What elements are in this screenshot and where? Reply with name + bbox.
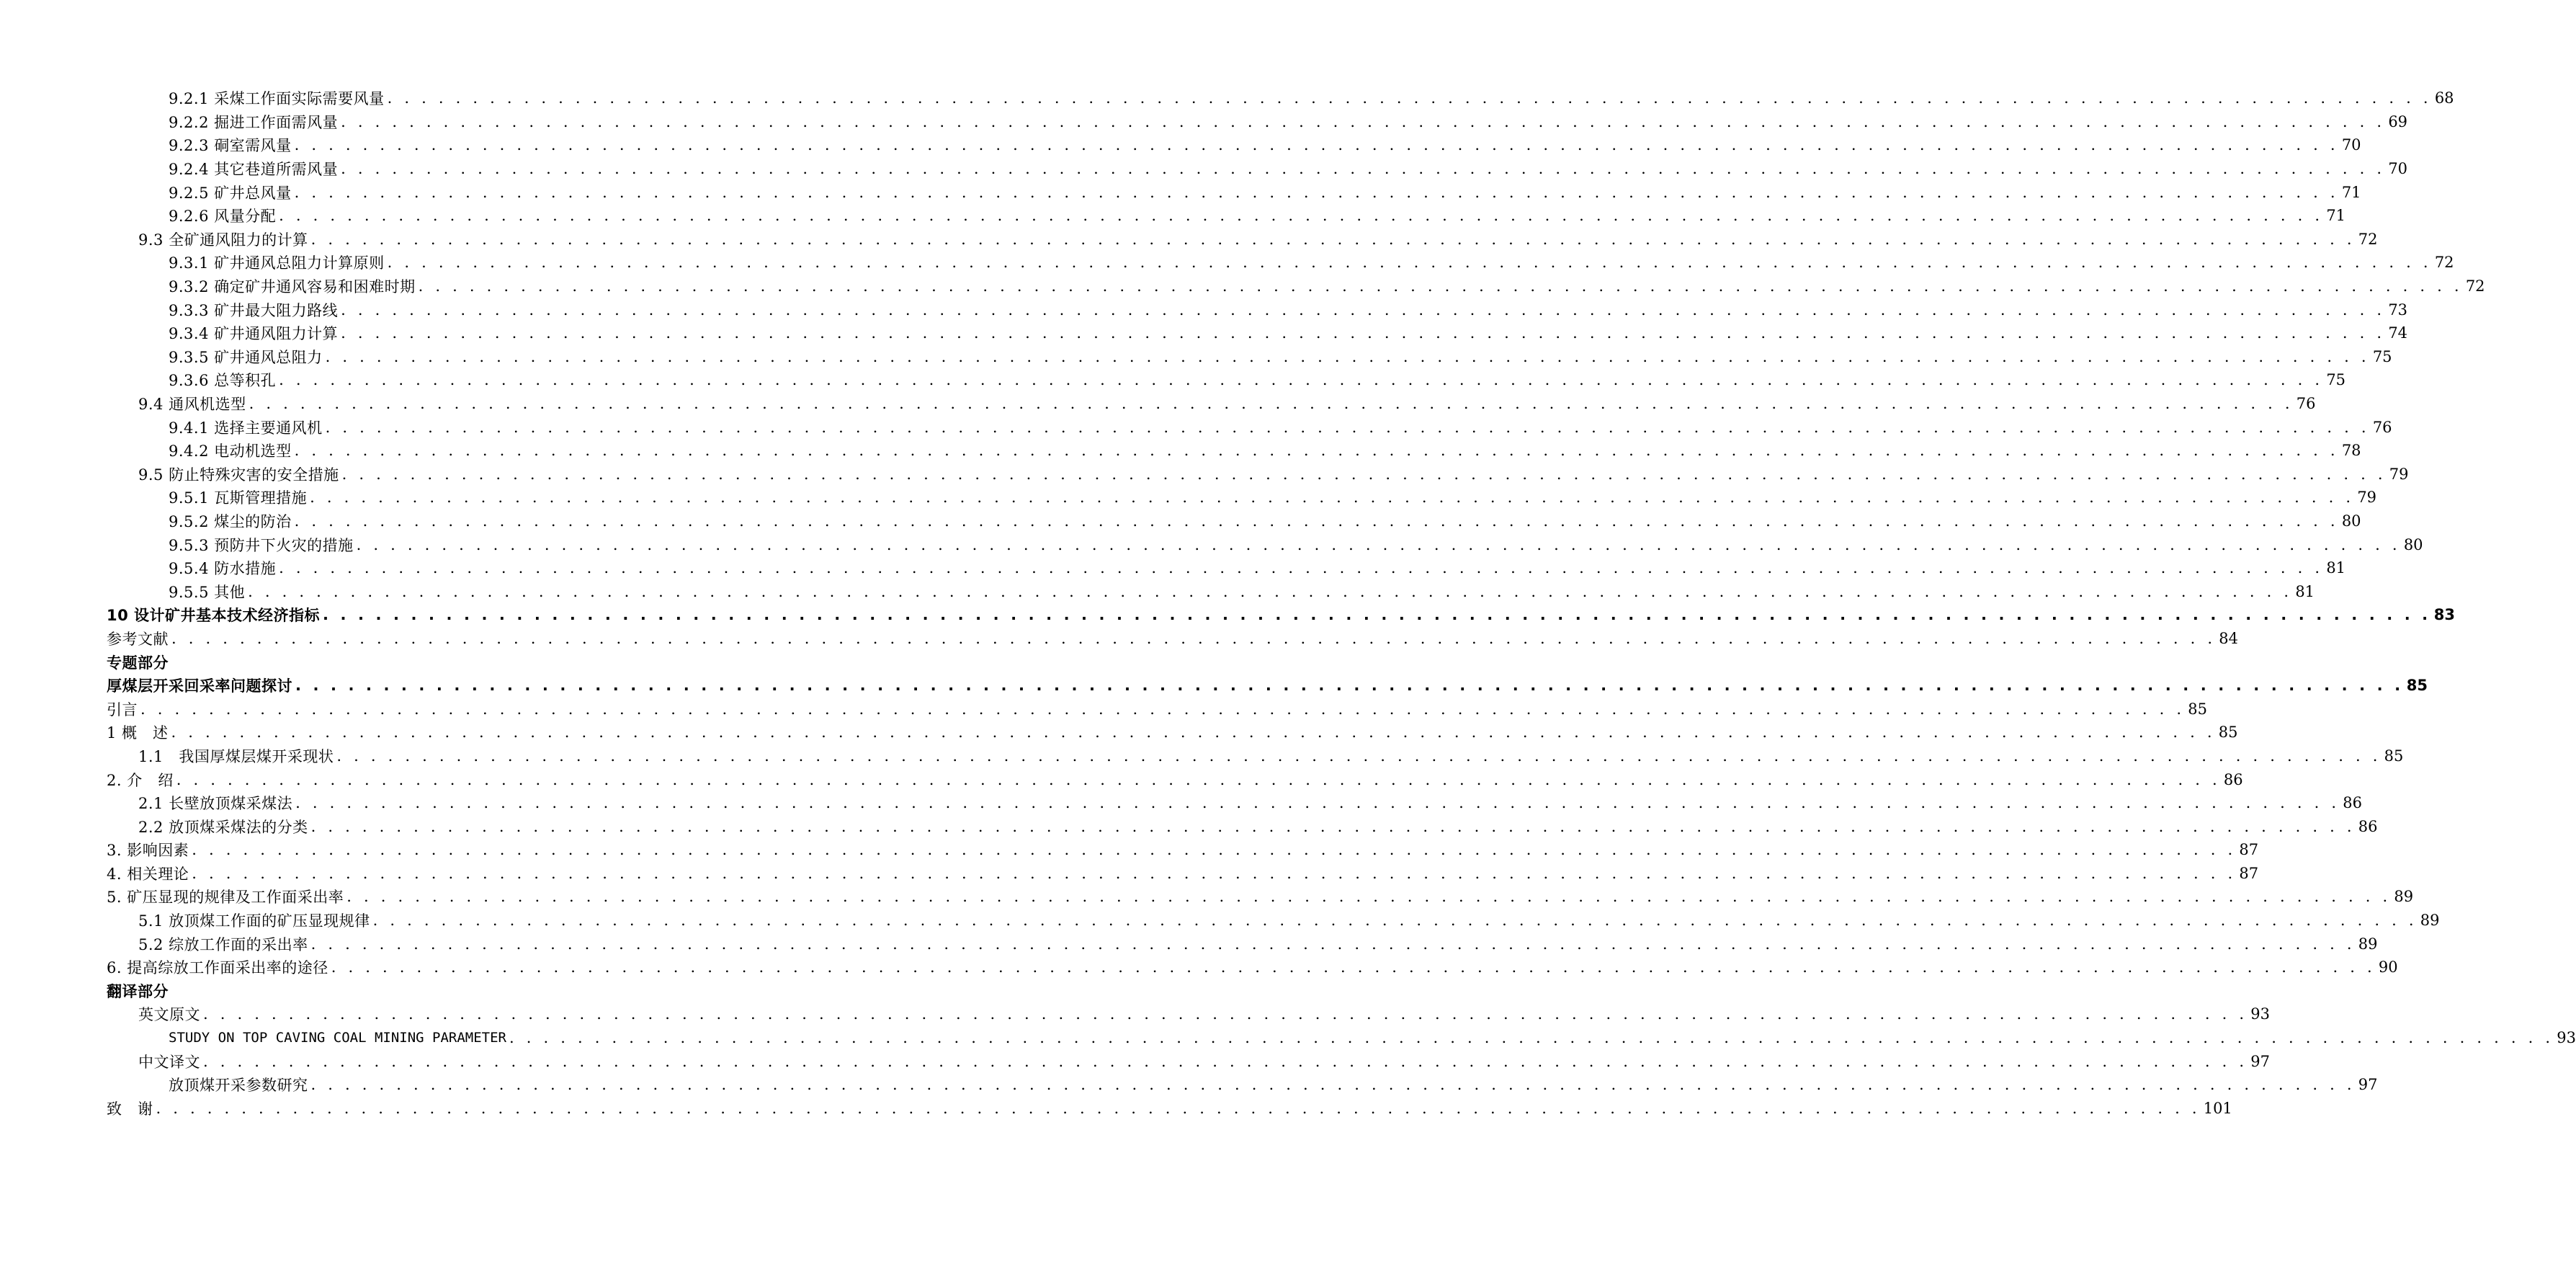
dot-leader: . . . . . . . . . . . . . . . . . . . . . . . . . . . . . . . . . . . . . . . . . . . . . . . . . . . . . . . . . . . . . . . . . . . . . . . . . . . . . . . . . . . . . . . . . . . . . . . . . . . . . . . . . . . . . . . . . . . . . . . . [346, 888, 2392, 906]
dot-leader: . . . . . . . . . . . . . . . . . . . . . . . . . . . . . . . . . . . . . . . . . . . . . . . . . . . . . . . . . . . . . . . . . . . . . . . . . . . . . . . . . . . . . . . . . . . . . . . . . . . . . . . . . . . . . . . . . . . . . . . . [310, 935, 2356, 953]
toc-entry[interactable] [107, 721, 2238, 744]
dot-leader: . . . . . . . . . . . . . . . . . . . . . . . . . . . . . . . . . . . . . . . . . . . . . . . . . . . . . . . . . . . . . . . . . . . . . . . . . . . . . . . . . . . . . . . . . . . . . . . . . . . . . . . . . . . . . . . . . . . . . . . . [294, 512, 2339, 530]
dot-leader: . . . . . . . . . . . . . . . . . . . . . . . . . . . . . . . . . . . . . . . . . . . . . . . . . . . . . . . . . . . . . . . . . . . . . . . . . . . . . . . . . . . . . . . . . . . . . . . . . . . . . . . . . . . . . . . . . . . . . . . . [156, 1099, 2201, 1117]
toc-entry[interactable] [107, 463, 2409, 486]
dot-leader: . . . . . . . . . . . . . . . . . . . . . . . . . . . . . . . . . . . . . . . . . . . . . . . . . . . . . . . . . . . . . . . . . . . . . . . . . . . . . . . . . . . . . . . . . . . . . . . . . . . . . . . . . . . . . . . . . . . . . . . . [279, 207, 2324, 225]
toc-entry-page-number: 75 [2372, 347, 2392, 365]
toc-entry-page-number: 78 [2341, 442, 2361, 460]
toc-entry[interactable] [107, 838, 2259, 862]
toc-entry-page-number: 70 [2341, 136, 2361, 154]
dot-leader: . . . . . . . . . . . . . . . . . . . . . . . . . . . . . . . . . . . . . . . . . . . . . . . . . . . . . . . . . . . . . . . . . . . . . . . . . . . . . . . . . . . . . . . . . . . . . . . . . . . . . . . . . . . . . . . . . . . . . . . . [341, 112, 2386, 130]
toc-entry-page-number: 72 [2358, 230, 2378, 248]
toc-entry-label: 引言 [107, 700, 138, 718]
toc-entry-page-number: 89 [2394, 888, 2414, 906]
toc-entry[interactable] [107, 885, 2414, 909]
toc-entry[interactable] [107, 368, 2346, 392]
toc-entry-label: 9.5 防止特殊灾害的安全措施 [138, 466, 339, 484]
toc-entry[interactable] [107, 415, 2392, 439]
toc-entry-page-number: 74 [2388, 324, 2408, 342]
toc-entry-label: 3. 影响因素 [107, 842, 189, 860]
toc-entry-page-number: 71 [2341, 183, 2361, 201]
toc-entry-label: 9.2.3 硐室需风量 [169, 137, 292, 155]
toc-entry-page-number: 71 [2326, 207, 2346, 225]
toc-entry[interactable] [107, 486, 2377, 509]
dot-leader: . . . . . . . . . . . . . . . . . . . . . . . . . . . . . . . . . . . . . . . . . . . . . . . . . . . . . . . . . . . . . . . . . . . . . . . . . . . . . . . . . . . . . . . . . . . . . . . . . . . . . . . . . . . . . . . . . . . . . . . . [279, 559, 2324, 577]
toc-entry-page-number: 85 [2188, 700, 2207, 718]
toc-entry-label: 9.3.6 总等积孔 [169, 372, 277, 390]
toc-entry-label: 9.2.4 其它巷道所需风量 [169, 161, 339, 179]
toc-entry[interactable] [107, 1049, 2270, 1073]
dot-leader: . . . . . . . . . . . . . . . . . . . . . . . . . . . . . . . . . . . . . . . . . . . . . . . . . . . . . . . . . . . . . . . . . . . . . . . . . . . . . . . . . . . . . . . . . . . . . . . . . . . . . . . . . . . . . . . . . . . . . . . . [294, 442, 2339, 460]
toc-entry[interactable] [107, 439, 2361, 463]
toc-entry[interactable] [107, 791, 2363, 815]
toc-entry[interactable] [107, 1002, 2270, 1026]
toc-entry-label: 9.5.1 瓦斯管理措施 [169, 489, 308, 507]
toc-entry[interactable] [107, 533, 2423, 556]
toc-entry-page-number: 84 [2219, 629, 2238, 647]
toc-entry[interactable] [107, 956, 2398, 979]
dot-leader: . . . . . . . . . . . . . . . . . . . . . . . . . . . . . . . . . . . . . . . . . . . . . . . . . . . . . . . . . . . . . . . . . . . . . . . . . . . . . . . . . . . . . . . . . . . . . . . . . . . . . . . . . . . . . . . . . . . . . . . . [248, 582, 2293, 600]
toc-entry-label: 参考文献 [107, 630, 169, 648]
toc-entry-page-number: 97 [2250, 1052, 2270, 1070]
dot-leader: . . . . . . . . . . . . . . . . . . . . . . . . . . . . . . . . . . . . . . . . . . . . . . . . . . . . . . . . . . . . . . . . . . . . . . . . . . . . . . . . . . . . . . . . . . . . . . . . . . . . . . . . . . . . . . . . . . . . . . . . [279, 371, 2324, 389]
table-of-contents [107, 86, 2576, 1120]
toc-entry-label: 英文原文 [138, 1006, 200, 1024]
toc-entry[interactable] [107, 345, 2392, 369]
dot-leader: . . . . . . . . . . . . . . . . . . . . . . . . . . . . . . . . . . . . . . . . . . . . . . . . . . . . . . . . . . . . . . . . . . . . . . . . . . . . . . . . . . . . . . . . . . . . . . . . . . . . . . . . . . . . . . . . . . . . . . . . [387, 254, 2432, 272]
toc-entry-label: 2.2 放顶煤采煤法的分类 [138, 818, 308, 836]
toc-entry-label: 9.3.3 矿井最大阻力路线 [169, 301, 339, 319]
toc-entry-page-number: 72 [2465, 277, 2485, 295]
toc-entry-page-number: 76 [2372, 418, 2392, 436]
toc-entry-page-number: 85 [2218, 724, 2238, 742]
toc-entry-page-number: 87 [2239, 841, 2259, 859]
toc-entry-page-number: 70 [2388, 160, 2408, 178]
dot-leader: . . . . . . . . . . . . . . . . . . . . . . . . . . . . . . . . . . . . . . . . . . . . . . . . . . . . . . . . . . . . . . . . . . . . . . . . . . . . . . . . . . . . . . . . . . . . . . . . . . . . . . . . . . . . . . . . . . . . . . . . [310, 1076, 2356, 1094]
toc-entry-page-number: 86 [2358, 817, 2378, 835]
toc-entry[interactable] [107, 862, 2259, 886]
section-heading [107, 650, 804, 674]
dot-leader: . . . . . . . . . . . . . . . . . . . . . . . . . . . . . . . . . . . . . . . . . . . . . . . . . . . . . . . . . . . . . . . . . . . . . . . . . . . . . . . . . . . . . . . . . . . . . . . . . . . . . . . . . . . . . . . . . . . . . . . . [140, 700, 2186, 718]
toc-entry-label: 专题部分 [107, 654, 169, 672]
toc-entry-label: 9.3.5 矿井通风总阻力 [169, 348, 323, 366]
toc-entry[interactable] [107, 110, 2408, 134]
toc-entry-label: 9.4.1 选择主要通风机 [169, 419, 323, 437]
toc-entry[interactable] [107, 767, 2243, 791]
toc-entry-page-number: 81 [2326, 559, 2346, 577]
toc-entry-label: 5. 矿压显现的规律及工作面采出率 [107, 889, 344, 907]
dot-leader: . . . . . . . . . . . . . . . . . . . . . . . . . . . . . . . . . . . . . . . . . . . . . . . . . . . . . . . . . . . . . . . . . . . . . . . . . . . . . . . . . . . . . . . . . . . . . . . . . . . . . . . . . . . . . . . . . . . . . . . . [249, 395, 2294, 413]
toc-entry[interactable] [107, 674, 2428, 698]
toc-entry-label: 5.2 综放工作面的采出率 [138, 935, 308, 953]
toc-entry[interactable] [107, 579, 2315, 603]
toc-entry[interactable] [107, 744, 2404, 768]
toc-entry-label: STUDY ON TOP CAVING COAL MINING PARAMETER [169, 1030, 506, 1046]
toc-entry-page-number: 79 [2357, 489, 2377, 507]
toc-entry-page-number: 68 [2434, 89, 2454, 107]
toc-entry-label: 中文译文 [138, 1053, 200, 1071]
toc-entry-page-number: 90 [2378, 958, 2398, 976]
toc-entry-label: 5.1 放顶煤工作面的矿压显现规律 [138, 912, 370, 930]
dot-leader: . . . . . . . . . . . . . . . . . . . . . . . . . . . . . . . . . . . . . . . . . . . . . . . . . . . . . . . . . . . . . . . . . . . . . . . . . . . . . . . . . . . . . . . . . . . . . . . . . . . . . . . . . . . . . . . . . . . . . . . . [341, 324, 2386, 342]
toc-entry[interactable] [107, 204, 2346, 228]
dot-leader: . . . . . . . . . . . . . . . . . . . . . . . . . . . . . . . . . . . . . . . . . . . . . . . . . . . . . . . . . . . . . . . . . . . . . . . . . . . . . . . . . . . . . . . . . . . . . . . . . . . . . . . . . . . . . . . . . . . . . . . . [310, 817, 2356, 835]
toc-entry-page-number: 75 [2326, 371, 2346, 389]
dot-leader: . . . . . . . . . . . . . . . . . . . . . . . . . . . . . . . . . . . . . . . . . . . . . . . . . . . . . . . . . . . . . . . . . . . . . . . . . . . . . . . . . . . . . . . . . . . . . . . . . . . . . . . . . . . . . . . . . . . . . . . . [331, 958, 2376, 976]
toc-entry[interactable] [107, 814, 2378, 838]
dot-leader: . . . . . . . . . . . . . . . . . . . . . . . . . . . . . . . . . . . . . . . . . . . . . . . . . . . . . . . . . . . . . . . . . . . . . . . . . . . . . . . . . . . . . . . . . . . . . . . . . . . . . . . . . . . . . . . . . . . . . . . . [203, 1005, 2248, 1023]
toc-entry[interactable] [107, 133, 2361, 157]
toc-entry-label: 9.5.5 其他 [169, 583, 246, 601]
toc-entry-label: 9.3.4 矿井通风阻力计算 [169, 325, 339, 343]
toc-entry-label: 2. 介 绍 [107, 771, 174, 789]
toc-entry[interactable] [107, 1097, 2232, 1121]
toc-entry[interactable] [107, 932, 2378, 956]
dot-leader: . . . . . . . . . . . . . . . . . . . . . . . . . . . . . . . . . . . . . . . . . . . . . . . . . . . . . . . . . . . . . . . . . . . . . . . . . . . . . . . . . . . . . . . . . . . . . . . . . . . . . . . . . . . . . . . . . . . . . . . . [356, 535, 2401, 553]
toc-entry-label: 9.5.4 防水措施 [169, 560, 277, 578]
toc-entry-label: 9.3.2 确定矿井通风容易和困难时期 [169, 278, 416, 296]
dot-leader: . . . . . . . . . . . . . . . . . . . . . . . . . . . . . . . . . . . . . . . . . . . . . . . . . . . . . . . . . . . . . . . . . . . . . . . . . . . . . . . . . . . . . . . . . . . . . . . . . . . . . . . . . . . . . . . . . . . . . . . . [295, 677, 2404, 695]
toc-entry[interactable] [107, 697, 2207, 721]
toc-entry-page-number: 97 [2358, 1076, 2378, 1094]
toc-entry-page-number: 85 [2406, 677, 2428, 695]
toc-entry-page-number: 76 [2296, 395, 2316, 413]
toc-entry[interactable] [107, 392, 2316, 416]
toc-entry[interactable] [107, 275, 2485, 298]
toc-entry-label: 9.3.1 矿井通风总阻力计算原则 [169, 254, 385, 272]
dot-leader: . . . . . . . . . . . . . . . . . . . . . . . . . . . . . . . . . . . . . . . . . . . . . . . . . . . . . . . . . . . . . . . . . . . . . . . . . . . . . . . . . . . . . . . . . . . . . . . . . . . . . . . . . . . . . . . . . . . . . . . . [203, 1052, 2248, 1070]
toc-entry[interactable] [107, 251, 2454, 275]
dot-leader: . . . . . . . . . . . . . . . . . . . . . . . . . . . . . . . . . . . . . . . . . . . . . . . . . . . . . . . . . . . . . . . . . . . . . . . . . . . . . . . . . . . . . . . . . . . . . . . . . . . . . . . . . . . . . . . . . . . . . . . . [294, 183, 2339, 201]
toc-entry[interactable] [107, 909, 2440, 933]
toc-entry-page-number: 80 [2341, 512, 2361, 530]
toc-entry[interactable] [107, 603, 2455, 627]
toc-entry[interactable] [107, 228, 2378, 252]
toc-entry[interactable] [107, 1073, 2378, 1097]
toc-entry-label: 9.2.5 矿井总风量 [169, 184, 292, 202]
toc-entry-page-number: 81 [2295, 582, 2315, 600]
dot-leader: . . . . . . . . . . . . . . . . . . . . . . . . . . . . . . . . . . . . . . . . . . . . . . . . . . . . . . . . . . . . . . . . . . . . . . . . . . . . . . . . . . . . . . . . . . . . . . . . . . . . . . . . . . . . . . . . . . . . . . . . [336, 747, 2382, 765]
dot-leader: . . . . . . . . . . . . . . . . . . . . . . . . . . . . . . . . . . . . . . . . . . . . . . . . . . . . . . . . . . . . . . . . . . . . . . . . . . . . . . . . . . . . . . . . . . . . . . . . . . . . . . . . . . . . . . . . . . . . . . . . [171, 724, 2216, 742]
toc-entry-label: 2.1 长壁放顶煤采煤法 [138, 795, 293, 813]
toc-entry-page-number: 87 [2239, 864, 2259, 882]
toc-entry-page-number: 85 [2384, 747, 2404, 765]
toc-entry-page-number: 89 [2420, 912, 2440, 930]
dot-leader: . . . . . . . . . . . . . . . . . . . . . . . . . . . . . . . . . . . . . . . . . . . . . . . . . . . . . . . . . . . . . . . . . . . . . . . . . . . . . . . . . . . . . . . . . . . . . . . . . . . . . . . . . . . . . . . . . . . . . . . . [294, 136, 2339, 154]
dot-leader: . . . . . . . . . . . . . . . . . . . . . . . . . . . . . . . . . . . . . . . . . . . . . . . . . . . . . . . . . . . . . . . . . . . . . . . . . . . . . . . . . . . . . . . . . . . . . . . . . . . . . . . . . . . . . . . . . . . . . . . . [192, 864, 2237, 882]
toc-entry[interactable] [107, 1026, 2576, 1050]
toc-entry-page-number: 72 [2434, 254, 2454, 272]
toc-entry-page-number: 93 [2250, 1005, 2270, 1023]
dot-leader: . . . . . . . . . . . . . . . . . . . . . . . . . . . . . . . . . . . . . . . . . . . . . . . . . . . . . . . . . . . . . . . . . . . . . . . . . . . . . . . . . . . . . . . . . . . . . . . . . . . . . . . . . . . . . . . . . . . . . . . . [192, 841, 2237, 859]
toc-entry-label: 9.2.6 风量分配 [169, 208, 277, 226]
dot-leader: . . . . . . . . . . . . . . . . . . . . . . . . . . . . . . . . . . . . . . . . . . . . . . . . . . . . . . . . . . . . . . . . . . . . . . . . . . . . . . . . . . . . . . . . . . . . . . . . . . . . . . . . . . . . . . . . . . . . . . . . [509, 1029, 2554, 1047]
dot-leader: . . . . . . . . . . . . . . . . . . . . . . . . . . . . . . . . . . . . . . . . . . . . . . . . . . . . . . . . . . . . . . . . . . . . . . . . . . . . . . . . . . . . . . . . . . . . . . . . . . . . . . . . . . . . . . . . . . . . . . . . [295, 794, 2340, 812]
toc-entry-label: 9.5.2 煤尘的防治 [169, 512, 292, 530]
dot-leader: . . . . . . . . . . . . . . . . . . . . . . . . . . . . . . . . . . . . . . . . . . . . . . . . . . . . . . . . . . . . . . . . . . . . . . . . . . . . . . . . . . . . . . . . . . . . . . . . . . . . . . . . . . . . . . . . . . . . . . . . [372, 912, 2418, 930]
toc-entry-page-number: 79 [2389, 465, 2409, 483]
dot-leader: . . . . . . . . . . . . . . . . . . . . . . . . . . . . . . . . . . . . . . . . . . . . . . . . . . . . . . . . . . . . . . . . . . . . . . . . . . . . . . . . . . . . . . . . . . . . . . . . . . . . . . . . . . . . . . . . . . . . . . . . [310, 489, 2355, 507]
toc-entry-label: 9.2.1 采煤工作面实际需要风量 [169, 90, 385, 108]
toc-entry-label: 1.1 我国厚煤层煤开采现状 [138, 747, 334, 765]
toc-entry-label: 1 概 述 [107, 724, 169, 742]
toc-entry-label: 4. 相关理论 [107, 865, 189, 883]
toc-entry[interactable] [107, 509, 2361, 533]
toc-entry[interactable] [107, 86, 2454, 110]
dot-leader: . . . . . . . . . . . . . . . . . . . . . . . . . . . . . . . . . . . . . . . . . . . . . . . . . . . . . . . . . . . . . . . . . . . . . . . . . . . . . . . . . . . . . . . . . . . . . . . . . . . . . . . . . . . . . . . . . . . . . . . . [341, 160, 2386, 178]
toc-entry-label: 6. 提高综放工作面采出率的途径 [107, 959, 328, 977]
toc-entry-page-number: 69 [2388, 112, 2408, 130]
toc-entry[interactable] [107, 298, 2408, 321]
toc-entry-page-number: 80 [2403, 535, 2423, 553]
toc-entry-label: 厚煤层开采回采率问题探讨 [107, 677, 292, 695]
toc-entry-label: 9.4 通风机选型 [138, 396, 246, 414]
dot-leader: . . . . . . . . . . . . . . . . . . . . . . . . . . . . . . . . . . . . . . . . . . . . . . . . . . . . . . . . . . . . . . . . . . . . . . . . . . . . . . . . . . . . . . . . . . . . . . . . . . . . . . . . . . . . . . . . . . . . . . . . [341, 301, 2386, 319]
toc-entry-label: 10 设计矿井基本技术经济指标 [107, 607, 321, 625]
toc-entry-label: 翻译部分 [107, 982, 169, 1000]
toc-entry-label: 9.3 全矿通风阻力的计算 [138, 231, 308, 249]
toc-entry-page-number: 101 [2203, 1099, 2232, 1117]
toc-entry-page-number: 73 [2388, 301, 2408, 319]
toc-entry-page-number: 89 [2358, 935, 2378, 953]
toc-entry-page-number: 83 [2433, 606, 2455, 624]
dot-leader: . . . . . . . . . . . . . . . . . . . . . . . . . . . . . . . . . . . . . . . . . . . . . . . . . . . . . . . . . . . . . . . . . . . . . . . . . . . . . . . . . . . . . . . . . . . . . . . . . . . . . . . . . . . . . . . . . . . . . . . . [176, 770, 2221, 788]
dot-leader: . . . . . . . . . . . . . . . . . . . . . . . . . . . . . . . . . . . . . . . . . . . . . . . . . . . . . . . . . . . . . . . . . . . . . . . . . . . . . . . . . . . . . . . . . . . . . . . . . . . . . . . . . . . . . . . . . . . . . . . . [171, 629, 2217, 647]
dot-leader: . . . . . . . . . . . . . . . . . . . . . . . . . . . . . . . . . . . . . . . . . . . . . . . . . . . . . . . . . . . . . . . . . . . . . . . . . . . . . . . . . . . . . . . . . . . . . . . . . . . . . . . . . . . . . . . . . . . . . . . . [310, 230, 2356, 248]
section-heading [107, 979, 804, 1003]
dot-leader: . . . . . . . . . . . . . . . . . . . . . . . . . . . . . . . . . . . . . . . . . . . . . . . . . . . . . . . . . . . . . . . . . . . . . . . . . . . . . . . . . . . . . . . . . . . . . . . . . . . . . . . . . . . . . . . . . . . . . . . . [323, 606, 2431, 624]
toc-entry[interactable] [107, 321, 2408, 345]
toc-entry[interactable] [107, 627, 2238, 651]
toc-entry[interactable] [107, 157, 2408, 181]
toc-entry-page-number: 86 [2223, 770, 2243, 788]
toc-entry-label: 9.4.2 电动机选型 [169, 442, 292, 460]
toc-entry[interactable] [107, 180, 2361, 204]
toc-entry-label: 9.5.3 预防井下火灾的措施 [169, 536, 354, 554]
dot-leader: . . . . . . . . . . . . . . . . . . . . . . . . . . . . . . . . . . . . . . . . . . . . . . . . . . . . . . . . . . . . . . . . . . . . . . . . . . . . . . . . . . . . . . . . . . . . . . . . . . . . . . . . . . . . . . . . . . . . . . . . [325, 418, 2370, 436]
dot-leader: . . . . . . . . . . . . . . . . . . . . . . . . . . . . . . . . . . . . . . . . . . . . . . . . . . . . . . . . . . . . . . . . . . . . . . . . . . . . . . . . . . . . . . . . . . . . . . . . . . . . . . . . . . . . . . . . . . . . . . . . [418, 277, 2463, 295]
toc-entry-label: 致 谢 [107, 1100, 153, 1118]
toc-entry-page-number: 86 [2343, 794, 2363, 812]
toc-entry-label: 9.2.2 掘进工作面需风量 [169, 113, 339, 131]
dot-leader: . . . . . . . . . . . . . . . . . . . . . . . . . . . . . . . . . . . . . . . . . . . . . . . . . . . . . . . . . . . . . . . . . . . . . . . . . . . . . . . . . . . . . . . . . . . . . . . . . . . . . . . . . . . . . . . . . . . . . . . . [387, 89, 2432, 107]
toc-entry[interactable] [107, 556, 2346, 580]
toc-entry-page-number: 93 [2557, 1029, 2576, 1047]
dot-leader: . . . . . . . . . . . . . . . . . . . . . . . . . . . . . . . . . . . . . . . . . . . . . . . . . . . . . . . . . . . . . . . . . . . . . . . . . . . . . . . . . . . . . . . . . . . . . . . . . . . . . . . . . . . . . . . . . . . . . . . . [325, 347, 2370, 365]
toc-entry-label: 放顶煤开采参数研究 [169, 1077, 308, 1095]
dot-leader: . . . . . . . . . . . . . . . . . . . . . . . . . . . . . . . . . . . . . . . . . . . . . . . . . . . . . . . . . . . . . . . . . . . . . . . . . . . . . . . . . . . . . . . . . . . . . . . . . . . . . . . . . . . . . . . . . . . . . . . . [341, 465, 2387, 483]
